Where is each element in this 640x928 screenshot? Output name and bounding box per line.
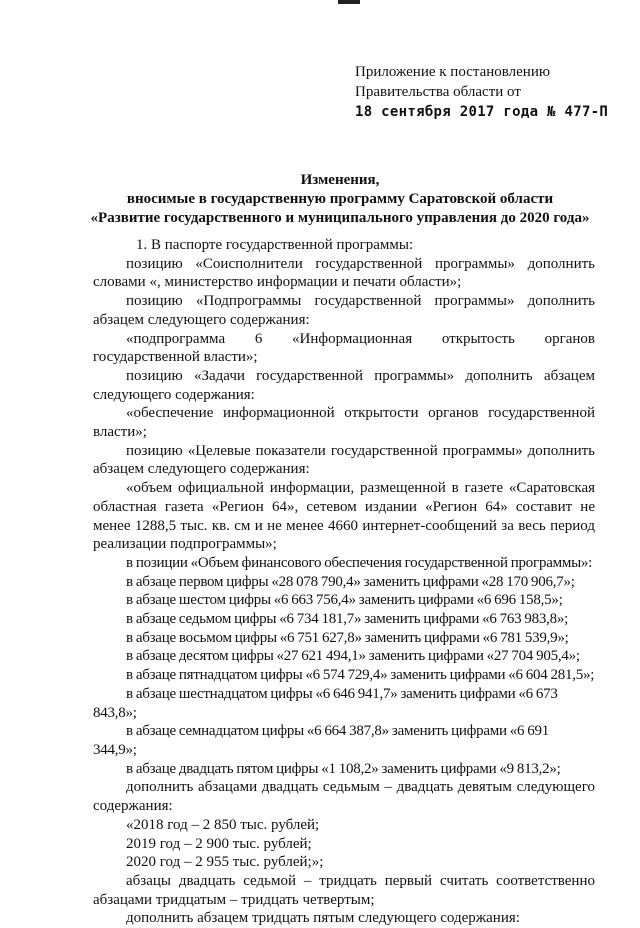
- paragraph: «подпрограмма 6 «Информационная открытость органов государственной власти»;: [93, 330, 595, 366]
- paragraph: позицию «Задачи государственной программы» дополнить абзацем следующего содержания:: [93, 367, 595, 403]
- paragraph: абзацы двадцать седьмой – тридцать первый считать соответственно абзацами тридцатым – тридцать четвертым;: [93, 872, 595, 908]
- paragraph: 2019 год – 2 900 тыс. рублей;: [126, 835, 312, 852]
- paragraph: позицию «Соисполнители государственной программы» дополнить словами «, министерство информации и печати области»;: [93, 255, 595, 291]
- appendix-line-2: Правительства области от: [355, 84, 521, 100]
- paragraph: в абзаце седьмом цифры «6 734 181,7» заменить цифрами «6 763 983,8»;: [126, 611, 569, 628]
- paragraph: 1. В паспорте государственной программы:: [136, 237, 414, 253]
- paragraph: в абзаце восьмом цифры «6 751 627,8» заменить цифрами «6 781 539,9»;: [126, 629, 569, 646]
- paragraph: в абзаце семнадцатом цифры «6 664 387,8» заменить цифрами «6 691 344,9»;: [93, 723, 550, 758]
- paragraph: 2020 год – 2 955 тыс. рублей;»;: [126, 854, 324, 871]
- document-body: [93, 236, 595, 928]
- appendix-date-stamp: 18 сентября 2017 года № 477-П: [355, 104, 609, 120]
- paragraph: в позиции «Объем финансового обеспечения государственной программы»:: [126, 554, 593, 571]
- paragraph: дополнить абзацем тридцать пятым следующего содержания:: [126, 910, 520, 927]
- title-line-2: вносимые в государственную программу Саратовской области: [126, 191, 554, 207]
- paragraph: в абзаце десятом цифры «27 621 494,1» заменить цифрами «27 704 905,4»;: [126, 648, 580, 665]
- paragraph: «2018 год – 2 850 тыс. рублей;: [126, 816, 320, 833]
- paragraph: в абзаце первом цифры «28 078 790,4» заменить цифрами «28 170 906,7»;: [126, 573, 575, 590]
- paragraph: в абзаце пятнадцатом цифры «6 574 729,4» заменить цифрами «6 604 281,5»;: [126, 667, 595, 684]
- paragraph: в абзаце шестнадцатом цифры «6 646 941,7» заменить цифрами «6 673 843,8»;: [93, 685, 558, 721]
- paragraph: в абзаце двадцать пятом цифры «1 108,2» заменить цифрами «9 813,2»;: [126, 760, 561, 777]
- paragraph: «обеспечение информационной открытости органов государственной власти»;: [93, 405, 595, 441]
- appendix-line-1: Приложение к постановлению: [355, 64, 551, 80]
- paragraph: дополнить абзацами двадцать седьмым – двадцать девятым следующего содержания:: [93, 779, 595, 815]
- paragraph: позицию «Целевые показатели государственной программы» дополнить абзацем следующего содержания:: [93, 442, 595, 478]
- appendix-header: [355, 62, 625, 122]
- paragraph: «объем официальной информации, размещенной в газете «Саратовская областная газета «Регион 64», сетевом издании «Регион 64» составит не менее 1288,5 тыс. кв. см и не менее 4660 интернет-сообщений за весь период реализации подпрограммы»;: [93, 480, 595, 553]
- paragraph: в абзаце шестом цифры «6 663 756,4» заменить цифрами «6 696 158,5»;: [126, 592, 563, 609]
- page-edge-mark: [338, 0, 360, 4]
- document-title: [60, 171, 620, 228]
- title-line-3: «Развитие государственного и муниципального управления до 2020 года»: [90, 210, 590, 226]
- title-line-1: Изменения,: [300, 172, 380, 188]
- paragraph: позицию «Подпрограммы государственной программы» дополнить абзацем следующего содержания:: [93, 293, 595, 328]
